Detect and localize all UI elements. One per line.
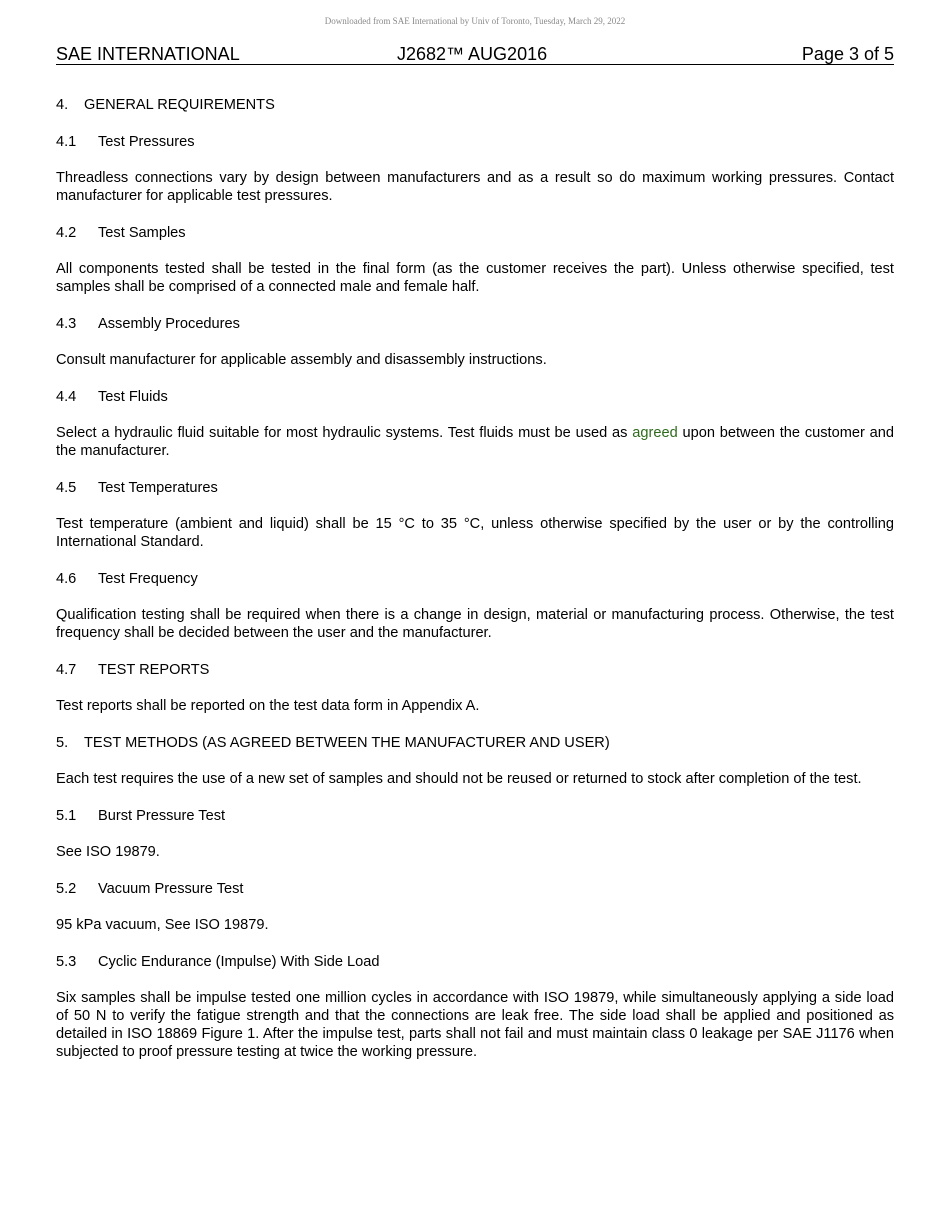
section-title: Cyclic Endurance (Impulse) With Side Load [98,953,380,970]
section-4-1-text: Threadless connections vary by design between manufacturers and as a result so do maximum working pressures. Contact manufacturer for applicable test pressures. [56,170,894,204]
section-number: 4.4 [56,388,77,405]
section-title: Assembly Procedures [98,315,240,332]
section-title: Test Samples [98,224,186,241]
download-watermark: Downloaded from SAE International by Univ of Toronto, Tuesday, March 29, 2022 [324,16,626,26]
section-5-heading [56,734,894,752]
section-number: 4.1 [56,133,77,150]
section-number: 4.7 [56,661,77,678]
section-4-6-text: Qualification testing shall be required when there is a change in design, material or manufacturing process. Otherwise, the test frequency shall be decided between the user and the manufacturer. [56,607,894,641]
section-5-text: Each test requires the use of a new set of samples and should not be reused or returned to stock after completion of the test. [56,771,862,787]
section-4-6-heading [56,570,894,588]
section-title: Test Frequency [98,570,198,587]
section-4-5-text: Test temperature (ambient and liquid) shall be 15 °C to 35 °C, unless otherwise specified by the user or by the controlling International Standard. [56,516,894,550]
section-4-3-heading [56,315,894,333]
section-4-2-text: All components tested shall be tested in the final form (as the customer receives the part). Unless otherwise specified, test samples shall be comprised of a connected male and female half. [56,261,894,295]
section-title: Test Temperatures [98,479,218,496]
section-4-7-heading [56,661,894,679]
header-org: SAE INTERNATIONAL [56,44,240,64]
section-4-4-heading [56,388,894,406]
section-title: TEST METHODS (AS AGREED BETWEEN THE MANUFACTURER AND USER) [84,734,610,751]
section-5-2-heading [56,880,894,898]
section-title: Test Fluids [98,388,168,405]
section-number: 4. [56,97,69,113]
section-number: 5. [56,734,69,751]
section-number: 5.2 [56,880,77,897]
section-4-3-text: Consult manufacturer for applicable assembly and disassembly instructions. [56,352,547,368]
section-5-3-text: Six samples shall be impulse tested one million cycles in accordance with ISO 19879, while simultaneously applying a side load of 50 N to verify the fatigue strength and that the connections are leak free. The side load shall be applied and positioned as detailed in ISO 18869 Figure 1. After the impulse test, parts shall not fail and must maintain class 0 leakage per SAE J1176 when subjected to proof pressure testing at twice the working pressure. [56,990,894,1060]
text-part: Select a hydraulic fluid suitable for most hydraulic systems. Test fluids must be used as [56,425,633,441]
section-4-heading [56,96,894,114]
section-5-1-text: See ISO 19879. [56,844,160,860]
section-title: Burst Pressure Test [98,807,226,824]
section-4-7-text: Test reports shall be reported on the test data form in Appendix A. [56,698,480,714]
document-body [56,96,894,1080]
section-title: GENERAL REQUIREMENTS [84,97,275,113]
section-number: 5.3 [56,953,77,970]
section-number: 5.1 [56,807,77,824]
section-4-1-heading [56,133,894,151]
section-5-1-heading [56,807,894,825]
section-number: 4.2 [56,224,77,241]
section-5-3-heading [56,953,894,971]
section-4-4-text [56,424,894,460]
section-4-2-heading [56,224,894,242]
section-number: 4.3 [56,315,77,332]
section-title: Test Pressures [98,133,195,150]
section-title: TEST REPORTS [98,661,210,678]
section-4-5-heading [56,479,894,497]
page-header [56,44,894,65]
header-doc-id: J2682™ AUG2016 [397,44,548,64]
section-title: Vacuum Pressure Test [98,880,244,897]
header-page-number: Page 3 of 5 [801,44,894,64]
section-number: 4.5 [56,479,77,496]
section-5-2-text: 95 kPa vacuum, See ISO 19879. [56,917,269,933]
highlighted-word: agreed [632,425,678,441]
section-number: 4.6 [56,570,77,587]
text-part: upon between the customer and the manufacturer. [56,425,894,459]
